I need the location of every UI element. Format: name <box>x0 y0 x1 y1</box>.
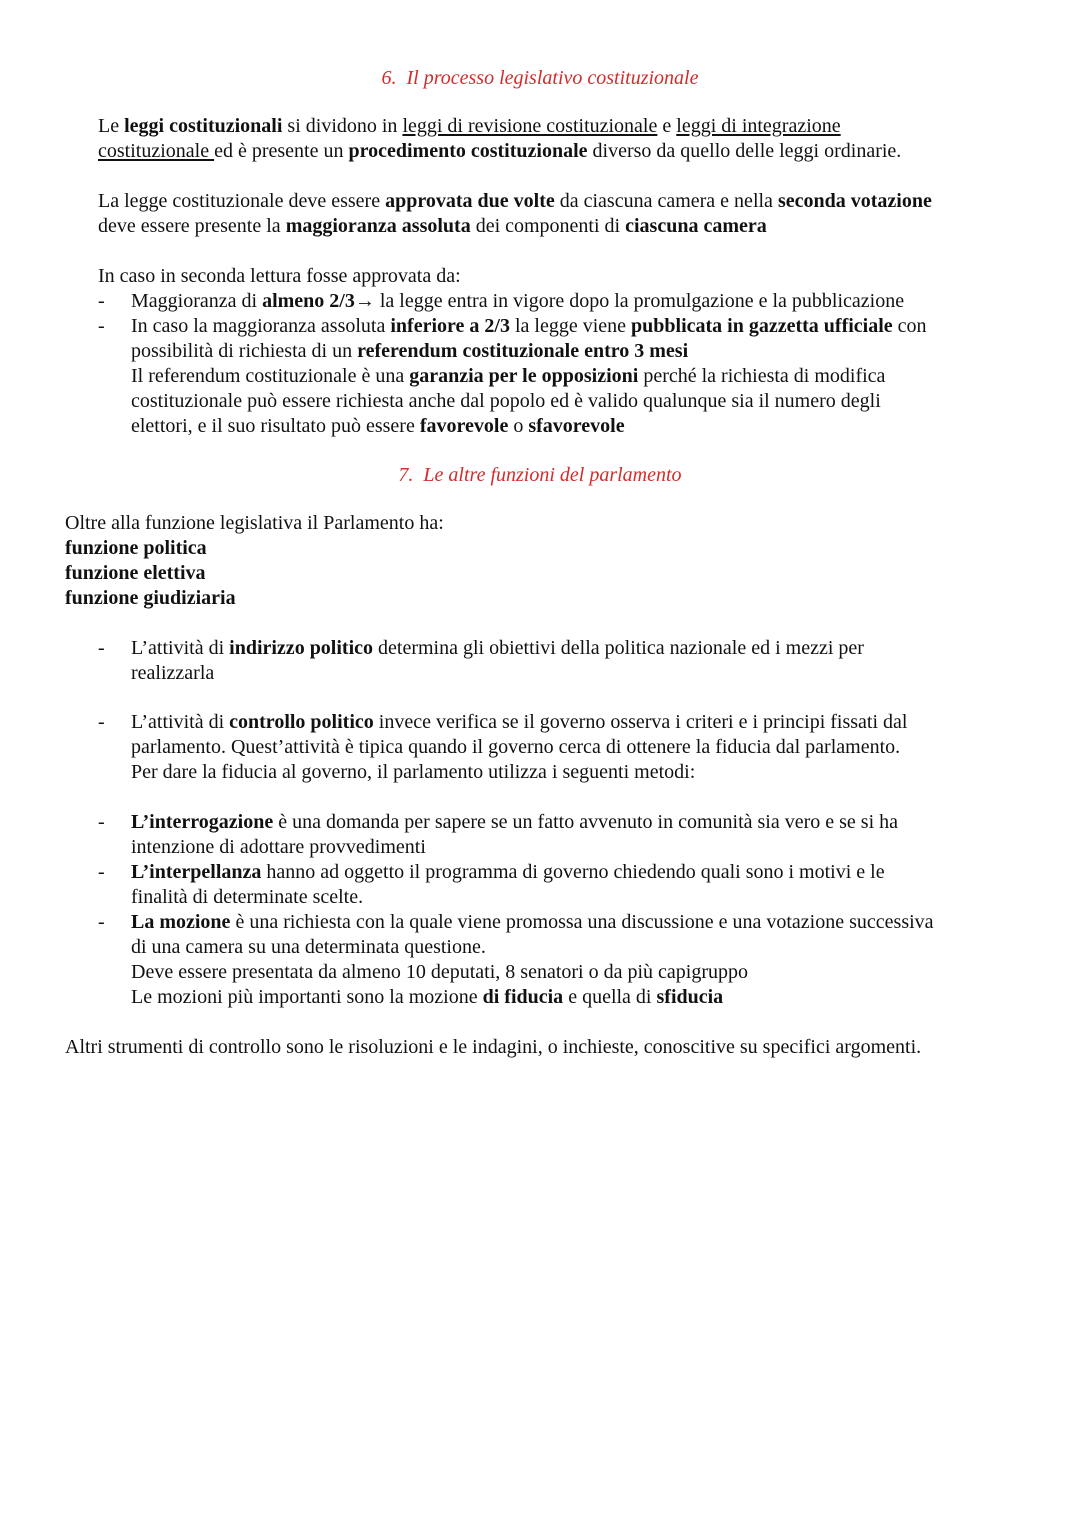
section-7-number: 7. <box>398 464 414 486</box>
section-6-heading <box>0 66 1080 91</box>
bold-text: pubblicata in gazzetta ufficiale <box>631 315 893 337</box>
text-run: dei componenti di <box>470 215 626 237</box>
bullet-dash: - <box>98 637 105 659</box>
text-run: costituzionale può essere richiesta anche dal popolo ed è valido qualunque sia il numero degli <box>131 390 881 412</box>
bold-text: maggioranza assoluta <box>285 215 471 237</box>
underlined-text: leggi di integrazione <box>676 115 841 137</box>
text-run: da ciascuna camera e nella <box>554 190 778 212</box>
list-item <box>98 636 1058 686</box>
text-run: intenzione di adottare provvedimenti <box>131 836 426 858</box>
bold-text: seconda votazione <box>777 190 932 212</box>
underlined-text: costituzionale <box>98 140 215 162</box>
bullet-dash: - <box>98 911 105 933</box>
paragraph-text <box>98 114 1058 164</box>
functions-intro: Oltre alla funzione legislativa il Parlamento ha: <box>65 512 444 534</box>
text-run: parlamento. Quest’attività è tipica quando il governo cerca di ottenere la fiducia dal parlamento. <box>131 736 901 758</box>
bullet-dash: - <box>98 811 105 833</box>
text-run: Deve essere presentata da almeno 10 deputati, 8 senatori o da più capigruppo <box>131 961 749 983</box>
section-7-title: Le altre funzioni del parlamento <box>423 464 682 486</box>
bold-text: controllo politico <box>229 711 374 733</box>
text-run: Per dare la fiducia al governo, il parlamento utilizza i seguenti metodi: <box>131 761 696 783</box>
bold-text: di fiducia <box>482 986 564 1008</box>
text-run: → la legge entra in vigore dopo la promulgazione e la pubblicazione <box>354 290 905 312</box>
bold-text: L’interrogazione <box>131 811 274 833</box>
bold-text: La mozione <box>131 911 231 933</box>
underlined-text: leggi di revisione costituzionale <box>402 115 658 137</box>
section-7-item-1 <box>98 636 1058 686</box>
bold-text: almeno 2/3 <box>262 290 355 312</box>
paragraph-text <box>98 189 1058 239</box>
section-7-methods <box>98 810 1058 1010</box>
list-intro: In caso in seconda lettura fosse approvata da: <box>98 265 461 287</box>
text-run: la legge viene <box>509 315 632 337</box>
text-run: Le mozioni più importanti sono la mozione <box>131 986 483 1008</box>
list-item-text <box>131 314 1058 439</box>
bullet-dash: - <box>98 861 105 883</box>
bullet-dash: - <box>98 315 105 337</box>
bold-text: garanzia per le opposizioni <box>409 365 639 387</box>
list-item-text <box>131 710 1058 785</box>
section-6-title: Il processo legislativo costituzionale <box>406 67 699 89</box>
closing-paragraph: Altri strumenti di controllo sono le risoluzioni e le indagini, o inchieste, conoscitive su specifici argomenti. <box>65 1036 922 1058</box>
list-item-text <box>131 860 1058 910</box>
text-run: Maggioranza di <box>131 290 263 312</box>
bold-text: favorevole <box>419 415 509 437</box>
function-judicial: funzione giudiziaria <box>65 587 236 609</box>
text-run: ed è presente un <box>214 140 349 162</box>
text-run: hanno ad oggetto il programma di governo chiedendo quali sono i motivi e le <box>261 861 885 883</box>
text-run: di una camera su una determinata questione. <box>131 936 486 958</box>
section-6-list <box>98 264 1058 439</box>
text-run: L’attività di <box>131 711 230 733</box>
text-run: deve essere presente la <box>98 215 286 237</box>
list-item <box>98 710 1058 785</box>
bold-text: inferiore a 2/3 <box>390 315 510 337</box>
bold-text: referendum costituzionale entro 3 mesi <box>357 340 689 362</box>
text-run: e quella di <box>563 986 657 1008</box>
bold-text: L’interpellanza <box>131 861 262 883</box>
section-6-paragraph-1 <box>98 114 1058 164</box>
bullet-dash: - <box>98 711 105 733</box>
text-run: Le <box>98 115 125 137</box>
list-item-text <box>131 289 1058 314</box>
list-item-text <box>131 636 1058 686</box>
list-item <box>98 910 1058 1010</box>
function-political: funzione politica <box>65 537 207 559</box>
list-item <box>98 810 1058 860</box>
list-item-text <box>131 910 1058 1010</box>
bold-text: indirizzo politico <box>229 637 374 659</box>
text-run: invece verifica se il governo osserva i criteri e i principi fissati dal <box>373 711 908 733</box>
text-run: o <box>508 415 529 437</box>
section-7-heading <box>0 463 1080 488</box>
text-run: perché la richiesta di modifica <box>638 365 886 387</box>
text-run: diverso da quello delle leggi ordinarie. <box>587 140 902 162</box>
text-run: possibilità di richiesta di un <box>131 340 358 362</box>
text-run: La legge costituzionale deve essere <box>98 190 386 212</box>
section-7-item-2 <box>98 710 1058 785</box>
text-run: Il referendum costituzionale è una <box>131 365 410 387</box>
text-run: elettori, e il suo risultato può essere <box>131 415 420 437</box>
text-run: e <box>657 115 677 137</box>
list-item <box>98 860 1058 910</box>
text-run: è una domanda per sapere se un fatto avvenuto in comunità sia vero e se si ha <box>273 811 899 833</box>
bold-text: ciascuna camera <box>625 215 767 237</box>
section-6-number: 6. <box>381 67 397 89</box>
section-6-paragraph-2 <box>98 189 1058 239</box>
function-elective: funzione elettiva <box>65 562 206 584</box>
bold-text: approvata due volte <box>385 190 555 212</box>
text-run: L’attività di <box>131 637 230 659</box>
bold-text: procedimento costituzionale <box>348 140 588 162</box>
text-run: si dividono in <box>282 115 403 137</box>
text-run: determina gli obiettivi della politica nazionale ed i mezzi per <box>373 637 864 659</box>
list-item <box>98 314 1058 439</box>
text-run: realizzarla <box>131 662 215 684</box>
text-run: con <box>892 315 927 337</box>
list-item <box>98 289 1058 314</box>
bullet-dash: - <box>98 290 105 312</box>
text-run: In caso la maggioranza assoluta <box>131 315 391 337</box>
bold-text: sfiducia <box>656 986 724 1008</box>
text-run: è una richiesta con la quale viene promossa una discussione e una votazione successiva <box>230 911 934 933</box>
bold-text: sfavorevole <box>528 415 625 437</box>
list-item-text <box>131 810 1058 860</box>
section-7-closing <box>65 1035 1065 1060</box>
section-7-functions <box>65 511 1055 611</box>
text-run: finalità di determinate scelte. <box>131 886 364 908</box>
bold-text: leggi costituzionali <box>124 115 283 137</box>
